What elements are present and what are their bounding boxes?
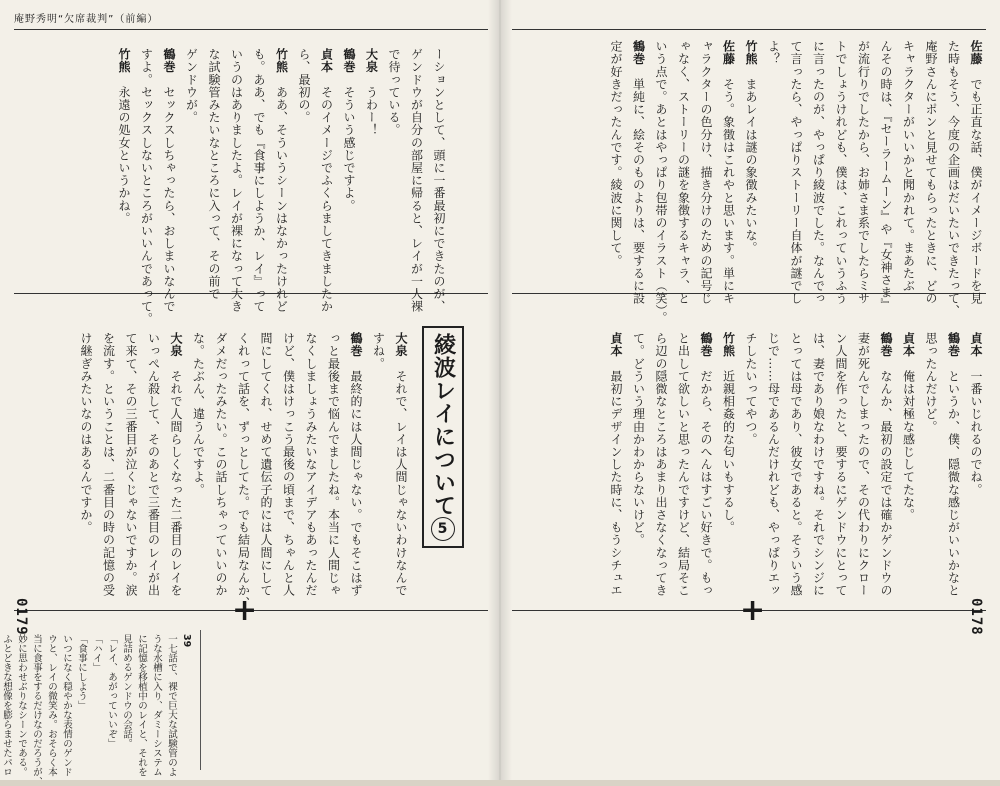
dialogue-line xyxy=(75,332,98,597)
right-page xyxy=(500,0,1000,780)
footnote-line: 一七話で、裸で巨大な試験管のよ xyxy=(166,634,177,777)
footnote-line: 見詰めるゲンドウの会話。 xyxy=(121,634,132,748)
right-bottom-dialogue xyxy=(562,332,987,597)
header-rule-right xyxy=(512,29,986,30)
section-number: 5 xyxy=(431,517,455,541)
dialogue-text: 定が好きだったんです。綾波に関して。 xyxy=(609,40,623,267)
dialogue-line xyxy=(187,332,210,597)
dialogue-line xyxy=(942,40,965,318)
dialogue-line xyxy=(830,40,853,305)
dialogue-line xyxy=(762,40,785,288)
dialogue-text: 妻が死んでしまったので、その代わりにクロー xyxy=(856,332,871,597)
dialogue-line xyxy=(158,48,181,313)
dialogue-text: 思ったんだけど。 xyxy=(924,332,938,433)
dialogue-line xyxy=(717,40,740,305)
dialogue-line xyxy=(875,40,898,312)
dialogue-line xyxy=(785,332,808,597)
speaker-name: 鶴巻 xyxy=(946,332,961,358)
dialogue-text: じで……母であるんだけれども、やっぱりエッ xyxy=(766,332,781,597)
dialogue-line xyxy=(383,48,406,288)
footnote-line: 当に食事をするだけなのだろうが、 xyxy=(31,634,42,786)
dialogue-text: くれって話を、ずっとしてた。でも結局なんか、 xyxy=(236,332,251,610)
dialogue-text: っと最後まで悩んでましたね。本当に人間じゃ xyxy=(326,332,341,597)
center-plus-mark: + xyxy=(232,593,258,628)
footnote xyxy=(1,634,194,786)
dialogue-line xyxy=(322,332,345,597)
dialogue-text: ら辺の隠微なところはあまり出さなくなってき xyxy=(654,332,668,597)
speaker-name: 貞本 xyxy=(609,332,623,358)
footnote-line: うな水槽に入り、ダミーシステム xyxy=(151,634,162,777)
dialogue-text: を流す。ということは、二番目の時の記憶の受 xyxy=(101,332,116,597)
dialogue-line xyxy=(338,48,361,288)
dialogue-text: も。ああ、でも『食事にしようか、レイ』って xyxy=(252,48,266,313)
dialogue-text: キャラクターがいいかと聞かれて。まあたぶ xyxy=(901,40,916,292)
dialogue-text: そのイメージでふくらましてきましたか xyxy=(319,85,334,313)
dialogue-line xyxy=(255,332,278,597)
dialogue-line xyxy=(672,40,695,305)
dialogue-text: た時もそう、今度の企画はだいたいできたって、 xyxy=(946,40,961,318)
dialogue-line xyxy=(672,332,695,597)
dialogue-line xyxy=(785,40,808,305)
dialogue-line xyxy=(965,332,988,597)
dialogue-text: うわー！ xyxy=(364,85,379,137)
dialogue-line xyxy=(120,332,143,597)
speaker-name: 鶴巻 xyxy=(349,332,363,358)
right-top-dialogue xyxy=(562,40,987,324)
speaker-name: 鶴巻 xyxy=(699,332,713,358)
dialogue-line xyxy=(428,48,451,313)
dialogue-text: いっぺん殺して、そのあとで三番目のレイが出 xyxy=(146,332,161,597)
footnote-line: 妙に思わせぶりなシーンである。 xyxy=(16,634,27,777)
speaker-name: 貞本 xyxy=(901,332,916,358)
dialogue-text: が流行りでしたから、お姉さま系でしたらミサ xyxy=(856,40,871,305)
dialogue-text: ああ、そういうシーンはなかったけれど xyxy=(274,85,289,313)
dialogue-text: な。たぶん、違うんですよ。 xyxy=(191,332,206,496)
dialogue-text: 間にしてくれ、せめて遺伝子的には人間にして xyxy=(259,332,273,597)
dialogue-line xyxy=(367,332,390,597)
dialogue-line xyxy=(203,48,226,300)
speaker-name: 竹熊 xyxy=(721,332,736,358)
dialogue-line xyxy=(605,40,628,288)
speaker-name: 佐藤 xyxy=(721,40,736,66)
dialogue-line xyxy=(920,40,943,305)
dialogue-text: というか、僕、隠微な感じがいいかなと xyxy=(946,369,961,597)
left-bottom-dialogue xyxy=(30,332,412,610)
dialogue-text: 最終的には人間じゃない。でもそこはず xyxy=(349,369,363,597)
dialogue-text: 永遠の処女というかね。 xyxy=(117,85,131,225)
running-head: 庵野秀明“欠席裁判”（前編） xyxy=(14,14,159,25)
dialogue-line xyxy=(605,332,628,597)
dialogue-line xyxy=(650,40,673,324)
dialogue-text: そういう感じですよ。 xyxy=(342,85,356,212)
dialogue-line xyxy=(875,332,898,597)
footnote-line: 「レイ、あがっていいぞ」 xyxy=(106,634,117,748)
section-title: 綾波レイについて xyxy=(430,333,456,517)
dialogue-text: とっては母であり、彼女であると。そういう感 xyxy=(789,332,803,597)
dialogue-text: ーションとして、頭に一番最初にできたのが、 xyxy=(432,48,446,313)
footnote-line: 「ハイ」 xyxy=(91,634,102,672)
dialogue-text: 一番いじれるのでね。 xyxy=(969,369,983,496)
dialogue-line xyxy=(232,332,255,610)
footnote-line: 「食事にしよう」 xyxy=(76,634,87,710)
dialogue-text: なんか、最初の設定では確かゲンドウの xyxy=(879,369,893,597)
dialogue-line xyxy=(627,332,650,597)
dialogue-text: ら、最初の。 xyxy=(297,48,311,124)
dialogue-line xyxy=(762,332,785,597)
dialogue-text: 近親相姦的な匂いもするし。 xyxy=(721,369,736,534)
dialogue-text: 最初にデザインした時に、もうシチュエ xyxy=(609,369,623,597)
speaker-name: 佐藤 xyxy=(969,40,983,66)
dialogue-text: ャラクターの色分け、描き分けのための記号じ xyxy=(699,40,713,305)
dialogue-text: すね。 xyxy=(371,332,386,370)
dialogue-line xyxy=(627,40,650,305)
speaker-name: 大泉 xyxy=(394,332,408,358)
dialogue-text: それで、レイは人間じゃないわけなんで xyxy=(394,369,408,597)
dialogue-line xyxy=(897,332,920,597)
dialogue-text: それで人間らしくなった二番目のレイを xyxy=(169,369,183,597)
dialogue-text: は、妻であり娘なわけですね。それでシンジに xyxy=(811,332,826,597)
footnote-divider xyxy=(200,630,201,770)
dialogue-text: ゲンドウが。 xyxy=(184,48,199,124)
dialogue-line xyxy=(180,48,203,288)
dialogue-line xyxy=(345,332,368,597)
dialogue-text: まあレイは謎の象徴みたいな。 xyxy=(744,77,758,255)
dialogue-line xyxy=(830,332,853,597)
dialogue-text: ゃなく、ストーリーの謎を象徴するキャラ、と xyxy=(676,40,691,305)
footnote-line: ウと、レイの微笑み。おそらく本 xyxy=(46,634,57,777)
speaker-name: 鶴巻 xyxy=(879,332,893,358)
dialogue-line xyxy=(695,40,718,305)
dialogue-line xyxy=(142,332,165,597)
dialogue-text: な試験管みたいなところに入って、その前で xyxy=(207,48,221,300)
dialogue-text: だから、そのへんはすごい好きで。もっ xyxy=(699,369,713,597)
dialogue-text: て言ったら、やっぱりストーリー自体が謎でし xyxy=(789,40,803,305)
dialogue-text: で待っている。 xyxy=(387,48,401,137)
dialogue-line xyxy=(717,332,740,597)
dialogue-line xyxy=(807,40,830,305)
dialogue-text: なくしましょうみたいなアイデアもあったんだ xyxy=(304,332,318,597)
dialogue-line xyxy=(740,40,763,288)
dialogue-text: そう。象徴はこれやと思います。単にキ xyxy=(721,77,736,305)
dialogue-text: け継ぎみたいなのはあるんですか。 xyxy=(79,332,93,534)
dialogue-line xyxy=(293,48,316,288)
footnote-line: ふとどきな想像を膨らませたパロ xyxy=(1,634,12,777)
center-plus-mark-right: + xyxy=(740,593,766,628)
dialogue-line xyxy=(965,40,988,305)
dialogue-line xyxy=(405,48,428,313)
dialogue-text: いうのはありましたよ。レイが裸になって大き xyxy=(229,48,244,313)
section-title-box xyxy=(422,326,464,548)
dialogue-text: て。どういう理由かわからないけど。 xyxy=(631,332,646,547)
dialogue-text: に言ったのが、やっぱり綾波でした。なんでっ xyxy=(811,40,826,305)
footnote-line: に記憶を移植中のレイと、それを xyxy=(136,634,147,777)
top-column-rule-right xyxy=(512,293,986,294)
speaker-name: 竹熊 xyxy=(744,40,758,66)
dialogue-line xyxy=(113,48,136,288)
book-gutter xyxy=(488,0,512,780)
page-number-left: 0179 xyxy=(13,598,29,636)
dialogue-line xyxy=(360,48,383,288)
speaker-name: 大泉 xyxy=(364,48,379,74)
dialogue-text: セックスしちゃったら、おしまいなんで xyxy=(162,85,176,313)
left-top-dialogue xyxy=(60,48,450,326)
speaker-name: 鶴巻 xyxy=(162,48,176,74)
dialogue-text: ダメだったみたい。この話しちゃっていいのか xyxy=(214,332,228,597)
dialogue-line xyxy=(897,40,920,292)
dialogue-line xyxy=(695,332,718,597)
dialogue-line xyxy=(942,332,965,597)
page-number-right: 0178 xyxy=(968,598,984,636)
dialogue-line xyxy=(852,332,875,597)
dialogue-text: ゲンドウが自分の部屋に帰ると、レイが一人裸 xyxy=(409,48,424,313)
dialogue-text: よ？ xyxy=(766,40,781,66)
dialogue-line xyxy=(225,48,248,313)
dialogue-text: ン人間を作ったと、要するにゲンドウにとって xyxy=(834,332,848,597)
dialogue-text: て来て、その三番目が泣くじゃないですか。涙 xyxy=(124,332,138,597)
footnote-line: いつになく穏やかな表情のゲンド xyxy=(61,634,72,777)
dialogue-line xyxy=(920,332,943,597)
dialogue-line xyxy=(807,332,830,597)
dialogue-line xyxy=(315,48,338,313)
dialogue-text: 俺は対極な感じしてたな。 xyxy=(901,369,916,522)
dialogue-line xyxy=(248,48,271,313)
speaker-name: 大泉 xyxy=(169,332,183,358)
speaker-name: 竹熊 xyxy=(274,48,289,74)
dialogue-line xyxy=(270,48,293,313)
dialogue-text: でも正直な話、僕がイメージボードを見 xyxy=(969,77,983,305)
dialogue-text: んその時は、『セーラームーン』や『女神さま』 xyxy=(879,40,893,312)
speaker-name: 貞本 xyxy=(319,48,334,74)
dialogue-text: チしたいってやつ。 xyxy=(744,332,758,446)
dialogue-text: トでしょうけれども、僕は、これっていうふう xyxy=(834,40,848,305)
dialogue-line xyxy=(740,332,763,597)
dialogue-text: けど、僕はけっこう最後の頃まで、ちゃんと人 xyxy=(281,332,296,597)
dialogue-line xyxy=(165,332,188,597)
dialogue-line xyxy=(135,48,158,326)
dialogue-text: いう点で。あとはやっぱり包帯のイラスト（笑）。 xyxy=(654,40,668,324)
dialogue-line xyxy=(300,332,323,597)
dialogue-line xyxy=(97,332,120,597)
speaker-name: 竹熊 xyxy=(117,48,131,74)
dialogue-text: と出して欲しいと思ったんですけど、結局そこ xyxy=(676,332,691,597)
dialogue-text: 単純に、絵そのものよりは、要するに設 xyxy=(631,77,646,305)
header-rule xyxy=(14,29,488,30)
dialogue-line xyxy=(390,332,413,597)
speaker-name: 鶴巻 xyxy=(631,40,646,66)
dialogue-text: 庵野さんにポンと見せてもらったときに、どの xyxy=(924,40,938,305)
speaker-name: 鶴巻 xyxy=(342,48,356,74)
dialogue-line xyxy=(852,40,875,305)
speaker-name: 貞本 xyxy=(969,332,983,358)
dialogue-text: すよ。セックスしないところがいいんであって。 xyxy=(139,48,154,326)
dialogue-line xyxy=(210,332,233,597)
dialogue-line xyxy=(277,332,300,597)
dialogue-line xyxy=(650,332,673,597)
footnote-number: 39 xyxy=(181,634,192,648)
